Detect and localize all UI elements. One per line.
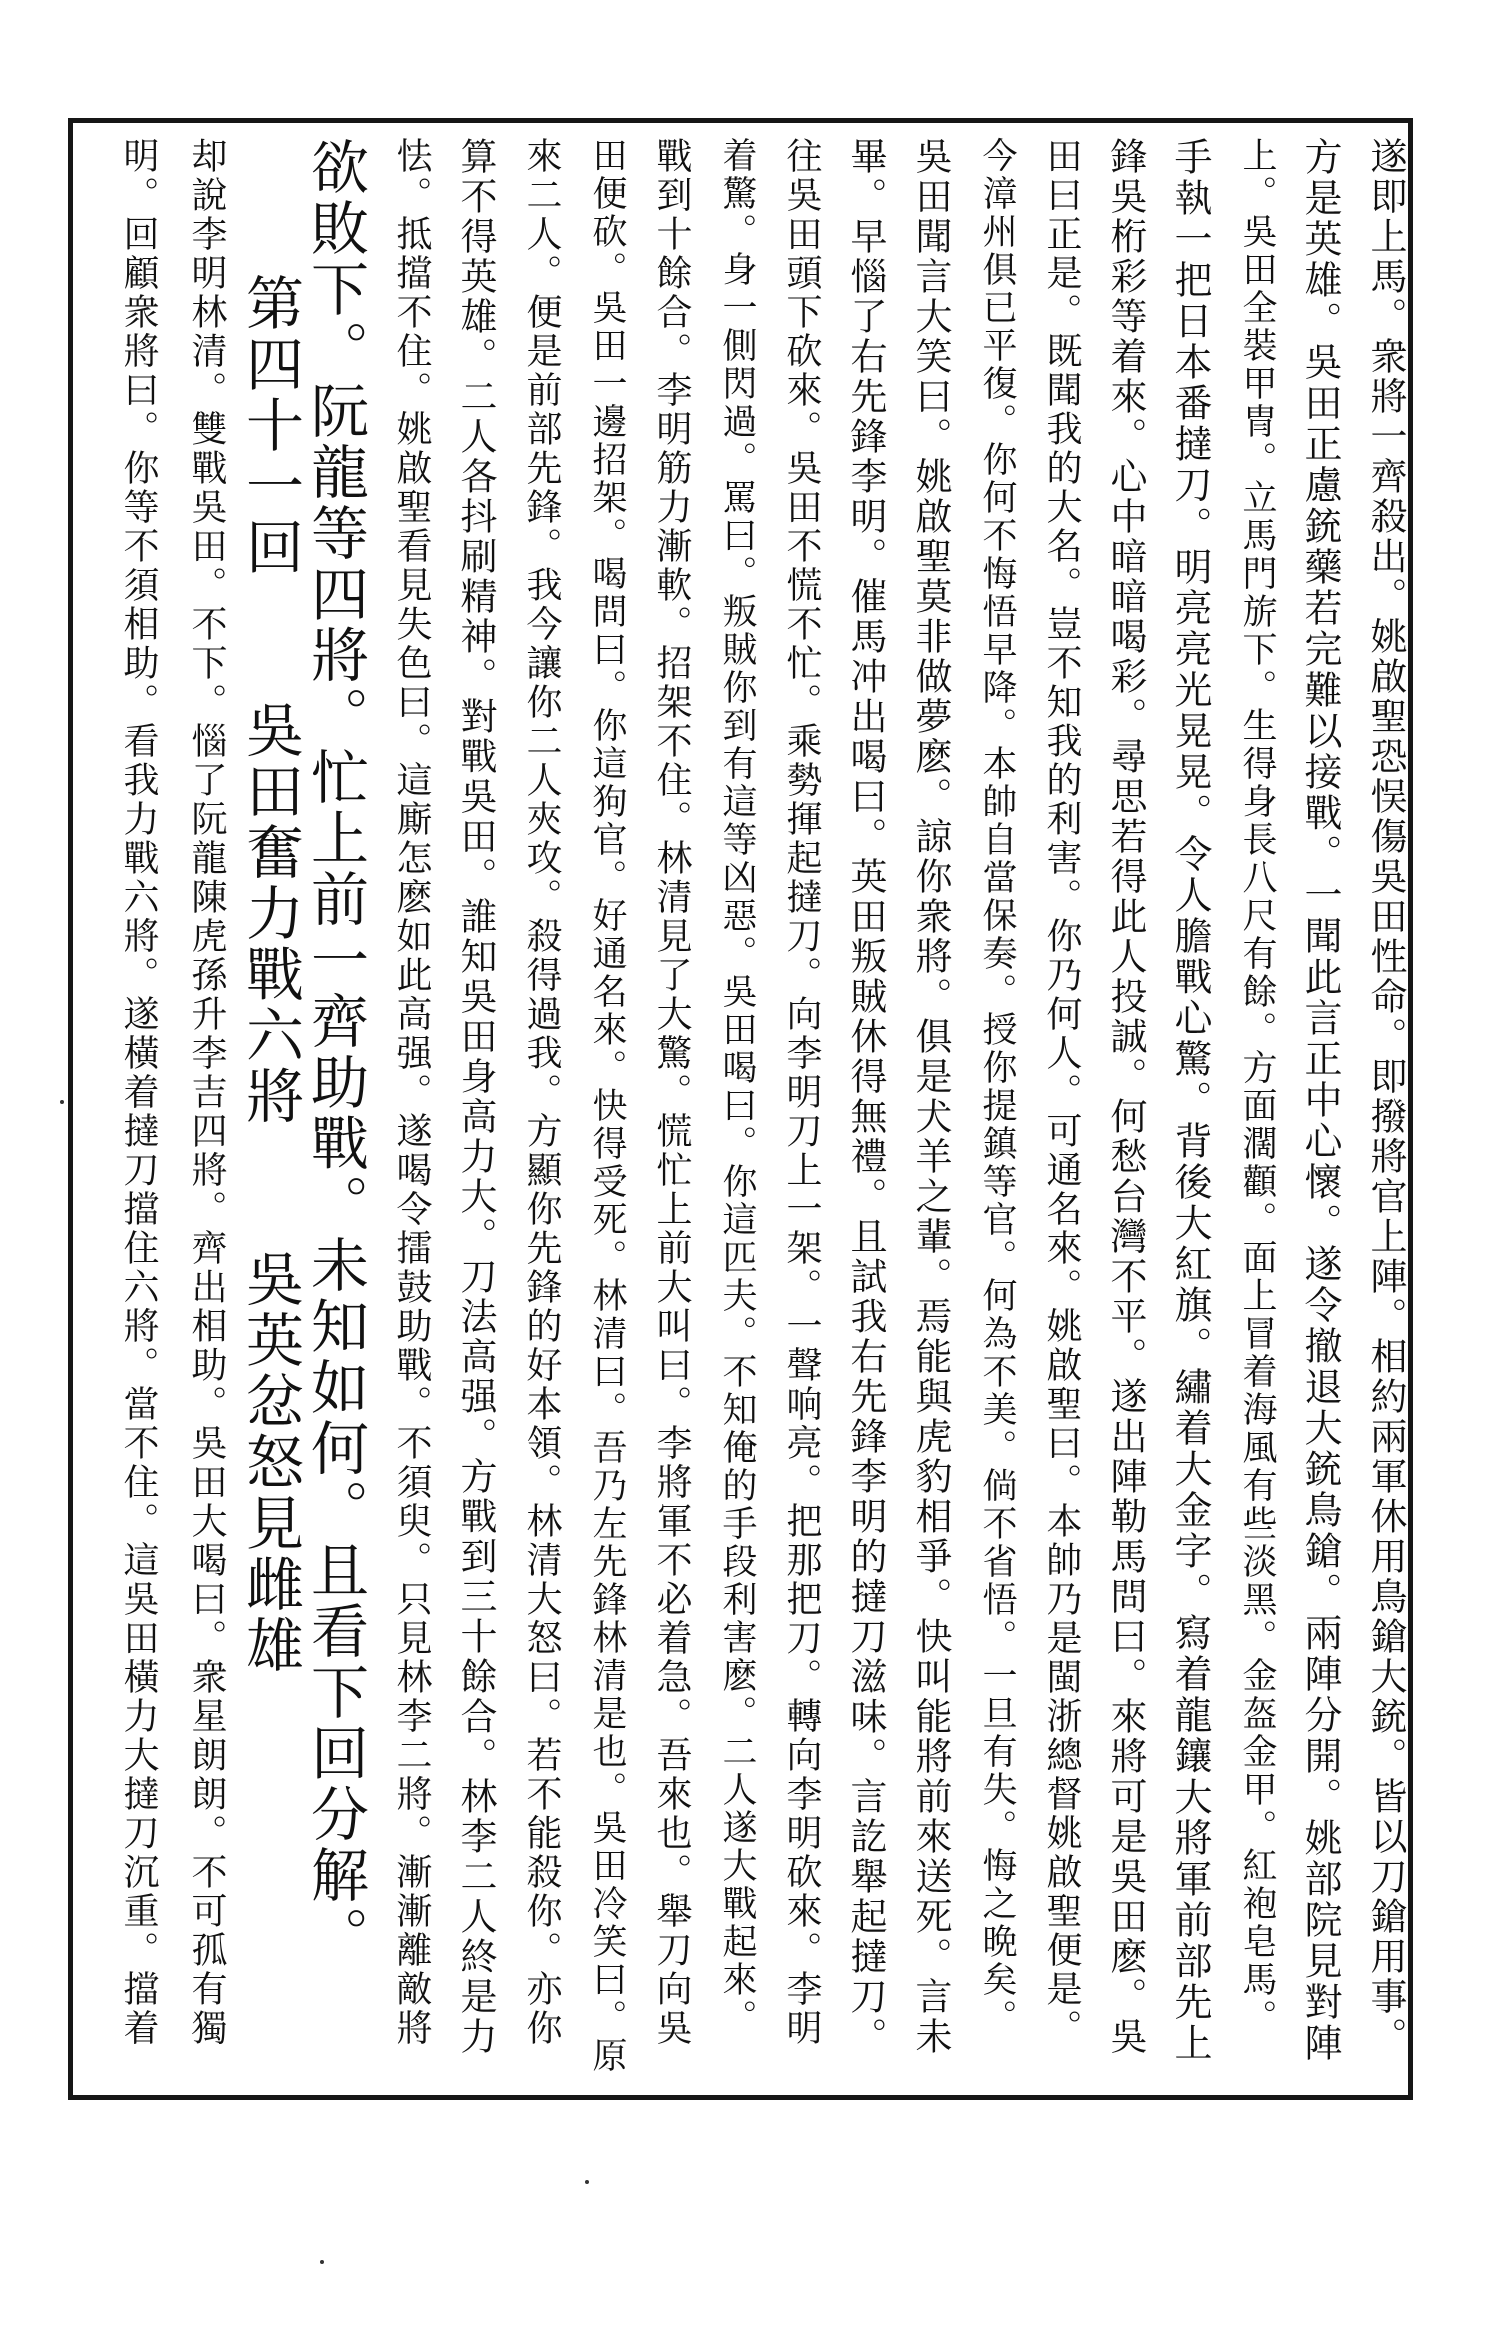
- text-column: 怯。抵擋不住。姚啟聖看見失色曰。這廝怎麽如此高强。遂喝令擂鼓助戰。不須臾。只見林李二將。漸漸離敵將: [391, 137, 432, 2048]
- text-column: 却說李明林清。雙戰吳田。不下。惱了阮龍陳虎孫升李吉四將。齊出相助。吳田大喝曰。衆星朗朗。不可孤有獨: [186, 137, 227, 2048]
- text-column: 上。吳田全裝甲冑。立馬門旂下。生得身長八尺有餘。方面濶顴。面上冒着海風有些淡黑。金盔金甲。紅袍皂馬。: [1237, 137, 1277, 2037]
- text-column: 往吳田頭下砍來。吳田不慌不忙。乘勢揮起撻刀。向李明刀上一架。一聲响亮。把那把刀。轉向李明砍來。李明: [781, 137, 822, 2048]
- text-column: 遂即上馬。衆將一齊殺出。姚啟聖恐悮傷吳田性命。即撥將官上陣。相約兩軍休用鳥鎗大銃。皆以刀鎗用事。: [1364, 137, 1407, 2057]
- paper-speck: [60, 1100, 64, 1104]
- text-column: 算不得英雄。二人各抖刷精神。對戰吳田。誰知吳田身高力大。刀法高强。方戰到三十餘合。林李二人終是力: [454, 137, 497, 2057]
- text-column: 鋒吳桁彩等着來。心中暗暗喝彩。尋思若得此人投誠。何愁台灣不平。遂出陣勒馬問曰。來將可是吳田麽。吳: [1104, 137, 1147, 2057]
- text-columns: [73, 123, 1408, 2095]
- text-column: 戰到十餘合。李明筋力漸軟。招架不住。林清見了大驚。慌忙上前大叫曰。李將軍不必着急。吾來也。舉刀向吳: [651, 137, 692, 2048]
- text-column: 吳田聞言大笑曰。姚啟聖莫非做夢麽。諒你衆將。俱是犬羊之輩。焉能與虎豹相爭。快叫能將前來送死。言未: [909, 137, 952, 2057]
- text-column: 來二人。便是前部先鋒。我今讓你二人夾攻。殺得過我。方顯你先鋒的好本領。林清大怒曰。若不能殺你。亦你: [521, 137, 562, 2048]
- text-column: 手執一把日本番撻刀。明亮亮光晃晃。令人膽戰心驚。背後大紅旗。繡着大金字。寫着龍鑲大將軍前部先上: [1168, 137, 1212, 2064]
- text-column: 着驚。身一側閃過。罵曰。叛賊你到有這等凶惡。吳田喝曰。你這匹夫。不知俺的手段利害麽。二人遂大戰起來。: [717, 137, 757, 2037]
- text-column: 田曰正是。既聞我的大名。豈不知我的利害。你乃何人。可通名來。姚啟聖曰。本帥乃是閩浙總督姚啟聖便是。: [1041, 137, 1082, 2048]
- paper-speck: [320, 2260, 324, 2264]
- text-column: 明。回顧衆將曰。你等不須相助。看我力戰六將。遂橫着撻刀擋住六將。當不住。這吳田橫力大撻刀沉重。擋着: [118, 137, 159, 2048]
- paper-speck: [585, 2180, 589, 2184]
- text-column: 方是英雄。吳田正慮銃藥若完難以接戰。一聞此言正中心懷。遂令撤退大銃鳥鎗。兩陣分開。姚部院見對陣: [1298, 137, 1342, 2064]
- text-column: 田便砍。吳田一邊招架。喝問曰。你這狗官。好通名來。快得受死。林清曰。吾乃左先鋒林清是也。吳田冷笑曰。原: [587, 137, 627, 2075]
- text-column: 今漳州俱已平復。你何不悔悟早降。本帥自當保奏。授你提鎮等官。何為不美。倘不省悟。一旦有失。悔之晩矣。: [977, 137, 1017, 2037]
- chapter-heading: 第四十一回 吳田奮力戰六將 吳英忿怒見雌雄: [236, 273, 304, 1676]
- text-column: 欲敗下。阮龍等四將。忙上前一齊助戰。未知如何。且看下回分解。: [301, 137, 369, 1967]
- page-frame: [68, 118, 1413, 2100]
- text-column: 畢。早惱了右先鋒李明。催馬冲出喝曰。英田叛賊休得無禮。且試我右先鋒李明的撻刀滋味。言訖舉起撻刀。: [844, 137, 887, 2057]
